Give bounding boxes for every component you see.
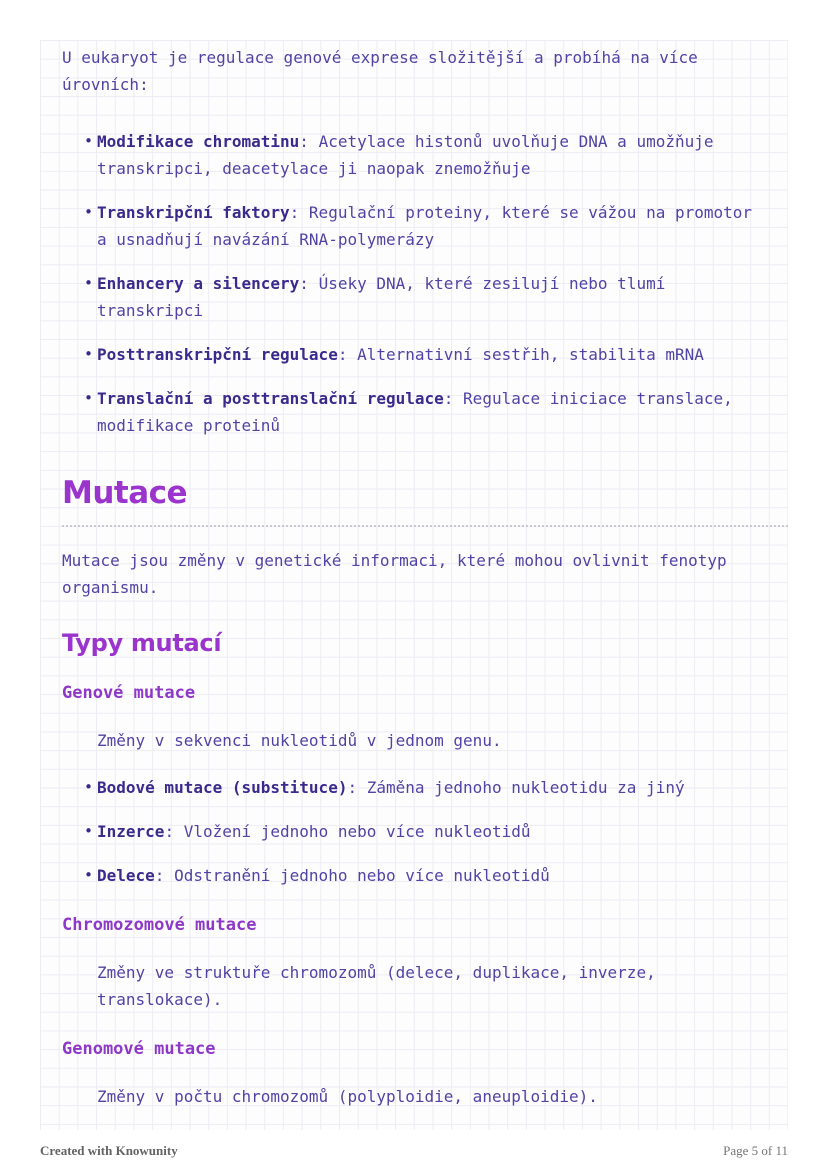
list-item [84,341,766,368]
bullet-icon: • [84,132,94,150]
bullet-icon: • [84,866,94,884]
page-footer [0,1130,828,1171]
bullet-text: Regulační proteiny, které se vážou na promotor a usnadňují navázání RNA-polymerázy [97,203,753,249]
bullet-text: Vložení jednoho nebo více nukleotidů [183,822,531,841]
list-item [84,128,766,182]
bullet-icon: • [84,822,94,840]
list-item [84,774,766,801]
intro-paragraph: U eukaryot je regulace genové exprese složitější a probíhá na více úrovních: [62,48,698,94]
term-separator: : [443,389,464,408]
mutace-description: Mutace jsou změny v genetické informaci, které mohou ovlivnit fenotyp organismu. [62,551,727,597]
section-paragraph: Změny ve struktuře chromozomů (delece, duplikace, inverze, translokace). [97,963,656,1009]
bullet-icon: • [84,203,94,221]
bullet-term: Modifikace chromatinu [97,132,300,151]
list-item [84,862,766,889]
bullet-term: Delece [97,866,155,885]
bullet-icon: • [84,389,94,407]
bullet-text: Odstranění jednoho nebo více nukleotidů [174,866,550,885]
bullet-icon: • [84,778,94,796]
list-item [84,270,766,324]
term-separator: : [289,203,309,222]
bullet-term: Enhancery a silencery [97,274,300,293]
bullet-term: Bodové mutace (substituce) [97,778,348,797]
term-separator: : [164,822,184,841]
subheading-genomove-mutace: Genomové mutace [62,1039,216,1059]
bullet-text: Záměna jednoho nukleotidu za jiný [366,778,685,797]
term-separator: : [154,866,175,885]
list-item [84,199,766,253]
bullet-text: Regulace iniciace translace, modifikace proteinů [97,389,733,435]
footer-brand: Created with Knowunity [40,1142,178,1158]
term-separator: : [347,778,367,797]
bullet-term: Translační a posttranslační regulace [97,389,444,408]
term-separator: : [299,274,319,293]
page-title-mutace: Mutace [62,475,788,527]
genove-mutace-list [84,774,766,889]
bullet-icon: • [84,345,94,363]
bullet-icon: • [84,274,94,292]
term-separator: : [337,345,358,364]
section-title-typy-mutaci: Typy mutací [62,629,222,657]
bullet-term: Transkripční faktory [97,203,290,222]
subheading-chromozomove-mutace: Chromozomové mutace [62,915,257,935]
bullet-text: Acetylace histonů uvolňuje DNA a umožňuje transkripci, deacetylace ji naopak znemožňuje [97,132,714,178]
term-separator: : [299,132,319,151]
bullet-term: Inzerce [97,822,165,841]
list-item [84,385,766,439]
section-paragraph: Změny v počtu chromozomů (polyploidie, aneuploidie). [97,1087,598,1106]
bullet-text: Úseky DNA, které zesilují nebo tlumí transkripci [97,274,666,320]
regulation-list [84,128,766,439]
list-item [84,818,766,845]
subheading-genove-mutace: Genové mutace [62,683,196,703]
bullet-text: Alternativní sestřih, stabilita mRNA [357,345,704,364]
footer-page-number: Page 5 of 11 [723,1142,788,1158]
section-paragraph: Změny v sekvenci nukleotidů v jednom genu. [97,731,502,750]
bullet-term: Posttranskripční regulace [97,345,338,364]
notes-sheet [40,40,788,1130]
